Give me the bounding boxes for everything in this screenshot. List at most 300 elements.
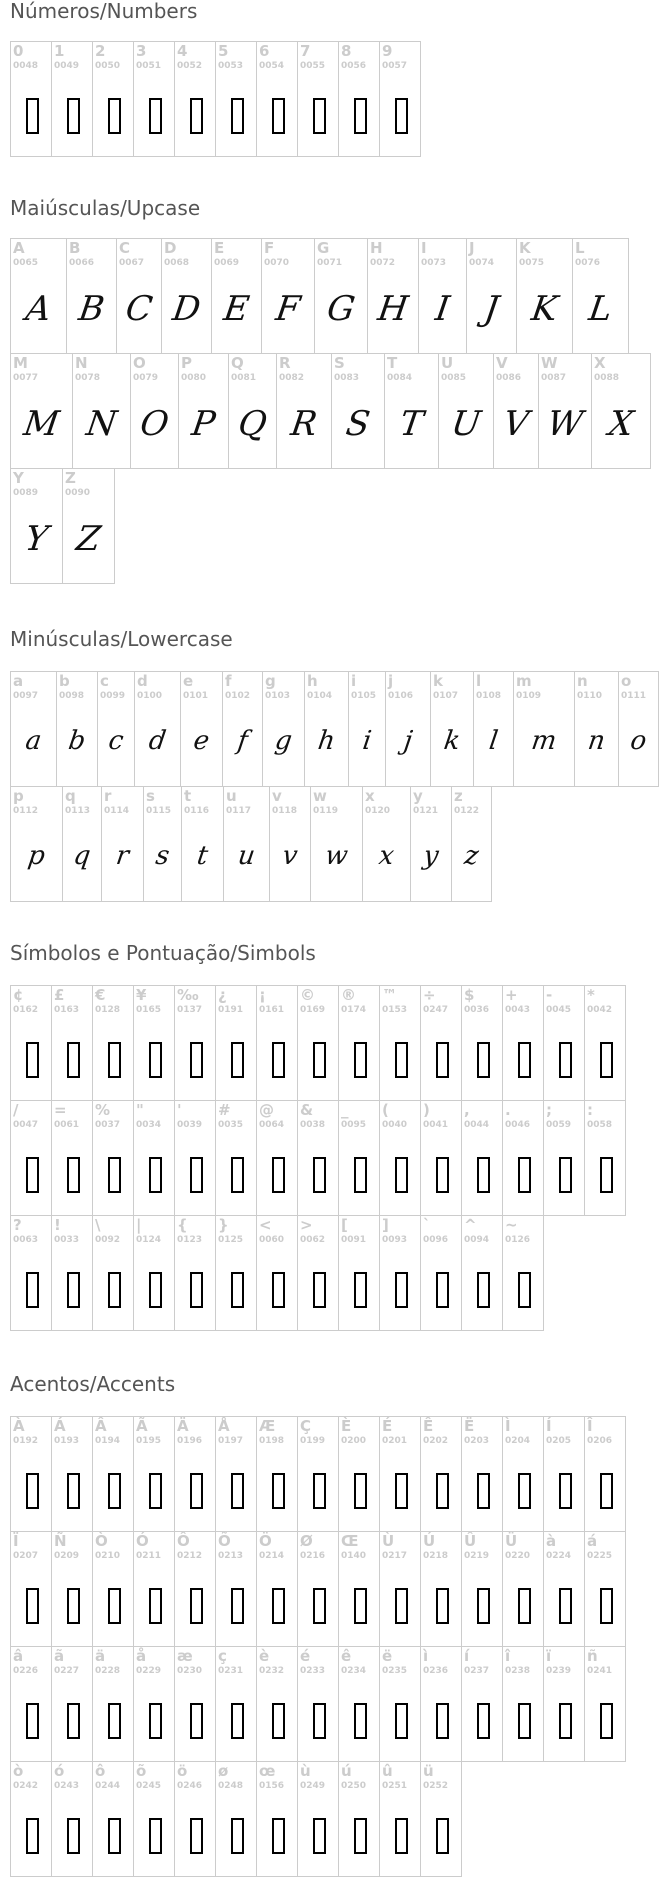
glyph-cell bbox=[410, 786, 452, 902]
cell-character-label: m bbox=[516, 672, 532, 690]
missing-glyph-box-icon bbox=[108, 1473, 121, 1509]
missing-glyph-box-icon bbox=[67, 1042, 80, 1078]
glyph-cell bbox=[338, 1646, 380, 1762]
cell-character-code: 0065 bbox=[13, 258, 39, 268]
cell-character-code: 0088 bbox=[594, 373, 620, 383]
cell-character-label: 4 bbox=[177, 42, 188, 60]
missing-glyph-box-icon bbox=[395, 1818, 408, 1854]
cell-character-code: 0230 bbox=[177, 1666, 203, 1676]
cell-character-label: ó bbox=[54, 1762, 65, 1780]
glyph-cell bbox=[256, 985, 298, 1101]
missing-glyph-box-icon bbox=[272, 1157, 285, 1193]
glyph-cell bbox=[451, 786, 492, 902]
cell-character-code: 0209 bbox=[54, 1551, 80, 1561]
missing-glyph-box-icon bbox=[477, 1473, 490, 1509]
cell-character-code: 0096 bbox=[423, 1235, 449, 1245]
script-glyph-sample: Y bbox=[22, 519, 51, 559]
missing-glyph-box-icon bbox=[559, 1703, 572, 1739]
charset-section bbox=[10, 1372, 651, 1791]
cell-character-code: 0072 bbox=[370, 258, 396, 268]
cell-character-code: 0069 bbox=[214, 258, 240, 268]
cell-character-label: @ bbox=[259, 1101, 274, 1119]
missing-glyph-box-icon bbox=[354, 1818, 367, 1854]
glyph-cell bbox=[161, 238, 212, 354]
cell-character-code: 0103 bbox=[265, 691, 291, 701]
missing-glyph-box-icon bbox=[231, 98, 244, 134]
missing-glyph-box-icon bbox=[272, 1588, 285, 1624]
glyph-cell bbox=[51, 1531, 93, 1647]
script-glyph-sample: P bbox=[189, 404, 218, 444]
missing-glyph-box-icon bbox=[600, 1588, 613, 1624]
glyph-cell bbox=[493, 353, 539, 469]
glyph-cell bbox=[538, 353, 592, 469]
cell-character-label: j bbox=[388, 672, 394, 690]
cell-character-label: U bbox=[441, 354, 454, 372]
glyph-cell bbox=[379, 1215, 421, 1331]
missing-glyph-box-icon bbox=[190, 1588, 203, 1624]
cell-character-code: 0051 bbox=[136, 61, 162, 71]
cell-character-label: C bbox=[119, 239, 131, 257]
missing-glyph-box-icon bbox=[518, 1157, 531, 1193]
missing-glyph-box-icon bbox=[190, 1272, 203, 1308]
missing-glyph-box-icon bbox=[26, 1703, 39, 1739]
glyph-cell bbox=[420, 1416, 462, 1532]
glyph-cell bbox=[543, 1416, 585, 1532]
cell-character-label: o bbox=[621, 672, 632, 690]
missing-glyph-box-icon bbox=[149, 1818, 162, 1854]
glyph-cell bbox=[502, 1100, 544, 1216]
glyph-cell bbox=[134, 671, 181, 787]
cell-character-label: ? bbox=[13, 1216, 22, 1234]
cell-character-code: 0211 bbox=[136, 1551, 162, 1561]
missing-glyph-box-icon bbox=[518, 1272, 531, 1308]
cell-character-label: / bbox=[13, 1101, 19, 1119]
missing-glyph-box-icon bbox=[395, 1272, 408, 1308]
cell-character-label: Ì bbox=[505, 1417, 511, 1435]
glyph-cell bbox=[310, 786, 363, 902]
glyph-cell bbox=[10, 353, 73, 469]
missing-glyph-box-icon bbox=[477, 1588, 490, 1624]
cell-character-label: , bbox=[464, 1101, 470, 1119]
glyph-cell bbox=[572, 238, 629, 354]
glyph-cell bbox=[516, 238, 573, 354]
cell-character-code: 0220 bbox=[505, 1551, 531, 1561]
cell-character-label: " bbox=[136, 1101, 144, 1119]
glyph-cell bbox=[215, 1761, 257, 1877]
cell-character-code: 0049 bbox=[54, 61, 80, 71]
glyph-cell bbox=[461, 1100, 503, 1216]
cell-character-code: 0111 bbox=[621, 691, 647, 701]
script-glyph-sample: z bbox=[462, 841, 481, 871]
glyph-cell bbox=[174, 1646, 216, 1762]
cell-character-code: 0225 bbox=[587, 1551, 613, 1561]
cell-character-label: A bbox=[13, 239, 25, 257]
missing-glyph-box-icon bbox=[559, 1042, 572, 1078]
glyph-cell bbox=[502, 1646, 544, 1762]
cell-character-code: 0067 bbox=[119, 258, 145, 268]
cell-character-code: 0091 bbox=[341, 1235, 367, 1245]
cell-character-label: á bbox=[587, 1532, 598, 1550]
cell-character-code: 0245 bbox=[136, 1781, 162, 1791]
missing-glyph-box-icon bbox=[190, 1818, 203, 1854]
glyph-cell bbox=[502, 1215, 544, 1331]
cell-character-code: 0121 bbox=[413, 806, 439, 816]
script-glyph-sample: W bbox=[544, 404, 586, 444]
missing-glyph-box-icon bbox=[26, 98, 39, 134]
cell-character-label: 0 bbox=[13, 42, 24, 60]
cell-character-code: 0251 bbox=[382, 1781, 408, 1791]
cell-character-code: 0083 bbox=[334, 373, 360, 383]
glyph-cell bbox=[133, 1646, 175, 1762]
cell-character-label: ø bbox=[218, 1762, 229, 1780]
cell-character-label: g bbox=[265, 672, 276, 690]
cell-character-code: 0079 bbox=[133, 373, 159, 383]
cell-character-code: 0076 bbox=[575, 258, 601, 268]
charset-section bbox=[10, 941, 651, 1245]
cell-character-code: 0214 bbox=[259, 1551, 285, 1561]
cell-character-code: 0197 bbox=[218, 1436, 244, 1446]
glyph-cell bbox=[215, 1215, 257, 1331]
glyph-cell bbox=[420, 1100, 462, 1216]
cell-character-code: 0062 bbox=[300, 1235, 326, 1245]
cell-character-code: 0060 bbox=[259, 1235, 285, 1245]
glyph-cell bbox=[10, 1761, 52, 1877]
cell-character-code: 0036 bbox=[464, 1005, 490, 1015]
glyph-cell bbox=[256, 1761, 298, 1877]
missing-glyph-box-icon bbox=[559, 1473, 572, 1509]
glyph-cell bbox=[502, 985, 544, 1101]
cell-character-label: î bbox=[505, 1647, 511, 1665]
cell-character-code: 0068 bbox=[164, 258, 190, 268]
cell-character-code: 0110 bbox=[577, 691, 603, 701]
cell-character-code: 0217 bbox=[382, 1551, 408, 1561]
cell-character-label: s bbox=[146, 787, 155, 805]
cell-character-code: 0229 bbox=[136, 1666, 162, 1676]
glyph-cell bbox=[379, 41, 421, 157]
cell-character-label: ù bbox=[300, 1762, 311, 1780]
cell-character-label: Û bbox=[464, 1532, 477, 1550]
glyph-cell bbox=[379, 985, 421, 1101]
cell-character-code: 0204 bbox=[505, 1436, 531, 1446]
missing-glyph-box-icon bbox=[231, 1588, 244, 1624]
missing-glyph-box-icon bbox=[436, 1703, 449, 1739]
script-glyph-sample: p bbox=[26, 841, 47, 871]
cell-character-code: 0238 bbox=[505, 1666, 531, 1676]
glyph-cell bbox=[92, 41, 134, 157]
cell-character-label: Ñ bbox=[54, 1532, 67, 1550]
missing-glyph-box-icon bbox=[67, 1818, 80, 1854]
cell-character-code: 0047 bbox=[13, 1120, 39, 1130]
script-glyph-sample: R bbox=[288, 404, 320, 444]
glyph-cell bbox=[215, 1531, 257, 1647]
script-glyph-sample: T bbox=[397, 404, 426, 444]
glyph-cell bbox=[418, 238, 467, 354]
script-glyph-sample: m bbox=[529, 726, 559, 756]
cell-character-label: ç bbox=[218, 1647, 227, 1665]
script-glyph-sample: J bbox=[481, 289, 502, 329]
missing-glyph-box-icon bbox=[149, 1473, 162, 1509]
cell-character-label: D bbox=[164, 239, 177, 257]
cell-character-code: 0033 bbox=[54, 1235, 80, 1245]
glyph-cell bbox=[10, 1646, 52, 1762]
glyph-cell bbox=[10, 238, 67, 354]
cell-character-label: c bbox=[100, 672, 109, 690]
cell-character-code: 0224 bbox=[546, 1551, 572, 1561]
missing-glyph-box-icon bbox=[600, 1042, 613, 1078]
cell-character-code: 0034 bbox=[136, 1120, 162, 1130]
script-glyph-sample: b bbox=[66, 726, 88, 756]
glyph-cell bbox=[133, 41, 175, 157]
glyph-cell bbox=[178, 353, 229, 469]
cell-character-code: 0239 bbox=[546, 1666, 572, 1676]
cell-character-label: © bbox=[300, 986, 315, 1004]
cell-character-code: 0058 bbox=[587, 1120, 613, 1130]
script-glyph-sample: V bbox=[500, 404, 532, 444]
cell-character-label: ] bbox=[382, 1216, 389, 1234]
glyph-cell bbox=[51, 1761, 93, 1877]
glyph-cell bbox=[276, 353, 332, 469]
cell-character-code: 0199 bbox=[300, 1436, 326, 1446]
cell-character-label: Å bbox=[218, 1417, 230, 1435]
cell-character-label: e bbox=[183, 672, 194, 690]
cell-character-label: 7 bbox=[300, 42, 311, 60]
cell-character-code: 0054 bbox=[259, 61, 285, 71]
glyph-cell bbox=[256, 1215, 298, 1331]
missing-glyph-box-icon bbox=[67, 1588, 80, 1624]
cell-character-code: 0232 bbox=[259, 1666, 285, 1676]
cell-character-label: Ê bbox=[423, 1417, 434, 1435]
missing-glyph-box-icon bbox=[436, 1473, 449, 1509]
cell-character-label: Ô bbox=[177, 1532, 190, 1550]
missing-glyph-box-icon bbox=[26, 1272, 39, 1308]
glyph-cell bbox=[379, 1646, 421, 1762]
cell-character-code: 0241 bbox=[587, 1666, 613, 1676]
glyph-cell bbox=[261, 238, 315, 354]
cell-character-label: P bbox=[181, 354, 192, 372]
cell-character-code: 0092 bbox=[95, 1235, 121, 1245]
missing-glyph-box-icon bbox=[190, 98, 203, 134]
cell-character-label: $ bbox=[464, 986, 475, 1004]
cell-character-code: 0099 bbox=[100, 691, 126, 701]
glyph-cell bbox=[379, 1761, 421, 1877]
glyph-cell bbox=[10, 41, 52, 157]
cell-character-code: 0156 bbox=[259, 1781, 285, 1791]
cell-character-code: 0207 bbox=[13, 1551, 39, 1561]
cell-character-code: 0198 bbox=[259, 1436, 285, 1446]
script-glyph-sample: Z bbox=[73, 519, 104, 559]
cell-character-label: n bbox=[577, 672, 588, 690]
glyph-cell bbox=[174, 41, 216, 157]
cell-character-label: ! bbox=[54, 1216, 61, 1234]
glyph-cell bbox=[591, 353, 651, 469]
missing-glyph-box-icon bbox=[67, 1473, 80, 1509]
missing-glyph-box-icon bbox=[67, 1703, 80, 1739]
glyph-cell bbox=[543, 1646, 585, 1762]
script-glyph-sample: a bbox=[23, 726, 44, 756]
glyph-cell bbox=[256, 41, 298, 157]
missing-glyph-box-icon bbox=[231, 1818, 244, 1854]
missing-glyph-box-icon bbox=[313, 1272, 326, 1308]
script-glyph-sample: N bbox=[83, 404, 120, 444]
glyph-cell bbox=[461, 1646, 503, 1762]
cell-character-code: 0050 bbox=[95, 61, 121, 71]
cell-character-code: 0126 bbox=[505, 1235, 531, 1245]
cell-character-code: 0213 bbox=[218, 1551, 244, 1561]
glyph-cell bbox=[385, 671, 431, 787]
glyph-cell bbox=[211, 238, 262, 354]
cell-character-code: 0108 bbox=[476, 691, 502, 701]
cell-character-code: 0039 bbox=[177, 1120, 203, 1130]
cell-character-label: f bbox=[225, 672, 232, 690]
missing-glyph-box-icon bbox=[436, 1588, 449, 1624]
script-glyph-sample: v bbox=[280, 841, 300, 871]
glyph-cell bbox=[228, 353, 277, 469]
glyph-cell bbox=[461, 985, 503, 1101]
script-glyph-sample: K bbox=[528, 289, 561, 329]
cell-character-label: B bbox=[69, 239, 81, 257]
cell-character-label: ¡ bbox=[259, 986, 266, 1004]
missing-glyph-box-icon bbox=[559, 1157, 572, 1193]
missing-glyph-box-icon bbox=[518, 1473, 531, 1509]
cell-character-code: 0085 bbox=[441, 373, 467, 383]
cell-character-code: 0057 bbox=[382, 61, 408, 71]
cell-character-label: # bbox=[218, 1101, 231, 1119]
cell-character-code: 0194 bbox=[95, 1436, 121, 1446]
glyph-cell bbox=[101, 786, 144, 902]
cell-character-code: 0128 bbox=[95, 1005, 121, 1015]
glyph-cell bbox=[62, 786, 102, 902]
cell-character-label: ò bbox=[13, 1762, 24, 1780]
missing-glyph-box-icon bbox=[26, 1473, 39, 1509]
cell-character-code: 0191 bbox=[218, 1005, 244, 1015]
cell-character-code: 0122 bbox=[454, 806, 480, 816]
cell-character-label: è bbox=[259, 1647, 270, 1665]
cell-character-label: â bbox=[13, 1647, 24, 1665]
cell-character-label: ê bbox=[341, 1647, 352, 1665]
cell-character-label: O bbox=[133, 354, 146, 372]
cell-character-code: 0044 bbox=[464, 1120, 490, 1130]
missing-glyph-box-icon bbox=[67, 1157, 80, 1193]
cell-character-label: 8 bbox=[341, 42, 352, 60]
cell-character-code: 0046 bbox=[505, 1120, 531, 1130]
cell-character-label: æ bbox=[177, 1647, 193, 1665]
glyph-cell bbox=[297, 1646, 339, 1762]
cell-character-label: É bbox=[382, 1417, 393, 1435]
cell-character-label: ¥ bbox=[136, 986, 147, 1004]
cell-character-code: 0242 bbox=[13, 1781, 39, 1791]
glyph-cell bbox=[338, 1531, 380, 1647]
missing-glyph-box-icon bbox=[26, 1042, 39, 1078]
glyph-cell bbox=[174, 1531, 216, 1647]
cell-character-label: ã bbox=[54, 1647, 65, 1665]
cell-character-code: 0098 bbox=[59, 691, 85, 701]
section-title: Números/Numbers bbox=[10, 0, 198, 23]
glyph-cell bbox=[72, 353, 131, 469]
script-glyph-sample: w bbox=[323, 841, 350, 871]
glyph-cell bbox=[543, 1531, 585, 1647]
glyph-cell bbox=[143, 786, 182, 902]
missing-glyph-box-icon bbox=[272, 98, 285, 134]
cell-character-code: 0043 bbox=[505, 1005, 531, 1015]
glyph-cell bbox=[338, 1416, 380, 1532]
cell-character-label: x bbox=[365, 787, 375, 805]
missing-glyph-box-icon bbox=[354, 1473, 367, 1509]
cell-character-label: ' bbox=[177, 1101, 182, 1119]
glyph-cell bbox=[297, 1215, 339, 1331]
cell-character-label: ® bbox=[341, 986, 356, 1004]
cell-character-code: 0078 bbox=[75, 373, 101, 383]
glyph-cell bbox=[574, 671, 619, 787]
cell-character-label: R bbox=[279, 354, 291, 372]
cell-character-code: 0066 bbox=[69, 258, 95, 268]
missing-glyph-box-icon bbox=[26, 1588, 39, 1624]
cell-character-code: 0137 bbox=[177, 1005, 203, 1015]
script-glyph-sample: r bbox=[114, 841, 131, 871]
cell-character-code: 0140 bbox=[341, 1551, 367, 1561]
cell-character-code: 0216 bbox=[300, 1551, 326, 1561]
cell-character-code: 0080 bbox=[181, 373, 207, 383]
glyph-cell bbox=[438, 353, 494, 469]
glyph-cell bbox=[10, 1416, 52, 1532]
glyph-cell bbox=[461, 1416, 503, 1532]
cell-character-label: a bbox=[13, 672, 24, 690]
cell-character-code: 0233 bbox=[300, 1666, 326, 1676]
cell-character-code: 0163 bbox=[54, 1005, 80, 1015]
cell-character-code: 0243 bbox=[54, 1781, 80, 1791]
cell-character-label: S bbox=[334, 354, 345, 372]
cell-character-code: 0061 bbox=[54, 1120, 80, 1130]
cell-character-label: ñ bbox=[587, 1647, 598, 1665]
cell-character-code: 0075 bbox=[519, 258, 545, 268]
cell-character-label: t bbox=[184, 787, 192, 805]
cell-character-label: k bbox=[433, 672, 443, 690]
glyph-cell bbox=[51, 1215, 93, 1331]
glyph-cell bbox=[92, 1100, 134, 1216]
script-glyph-sample: X bbox=[606, 404, 636, 444]
glyph-cell bbox=[133, 985, 175, 1101]
missing-glyph-box-icon bbox=[395, 1703, 408, 1739]
cell-character-label: : bbox=[587, 1101, 593, 1119]
missing-glyph-box-icon bbox=[190, 1042, 203, 1078]
glyph-cell bbox=[223, 786, 270, 902]
cell-character-code: 0244 bbox=[95, 1781, 121, 1791]
cell-character-label: h bbox=[307, 672, 318, 690]
missing-glyph-box-icon bbox=[395, 1042, 408, 1078]
missing-glyph-box-icon bbox=[67, 98, 80, 134]
glyph-cell bbox=[174, 1100, 216, 1216]
cell-character-label: [ bbox=[341, 1216, 348, 1234]
cell-character-label: F bbox=[264, 239, 275, 257]
glyph-cell bbox=[297, 985, 339, 1101]
cell-character-label: Â bbox=[95, 1417, 107, 1435]
glyph-cell bbox=[348, 671, 386, 787]
glyph-cell bbox=[10, 786, 63, 902]
cell-character-code: 0118 bbox=[272, 806, 298, 816]
missing-glyph-box-icon bbox=[436, 1157, 449, 1193]
script-glyph-sample: M bbox=[21, 404, 62, 444]
cell-character-label: å bbox=[136, 1647, 147, 1665]
cell-character-code: 0093 bbox=[382, 1235, 408, 1245]
cell-character-code: 0042 bbox=[587, 1005, 613, 1015]
glyph-cell bbox=[618, 671, 659, 787]
cell-character-code: 0200 bbox=[341, 1436, 367, 1446]
charset-section bbox=[10, 196, 651, 559]
glyph-cell bbox=[10, 1100, 52, 1216]
cell-character-label: } bbox=[218, 1216, 229, 1234]
missing-glyph-box-icon bbox=[26, 1157, 39, 1193]
missing-glyph-box-icon bbox=[272, 1042, 285, 1078]
missing-glyph-box-icon bbox=[149, 98, 162, 134]
